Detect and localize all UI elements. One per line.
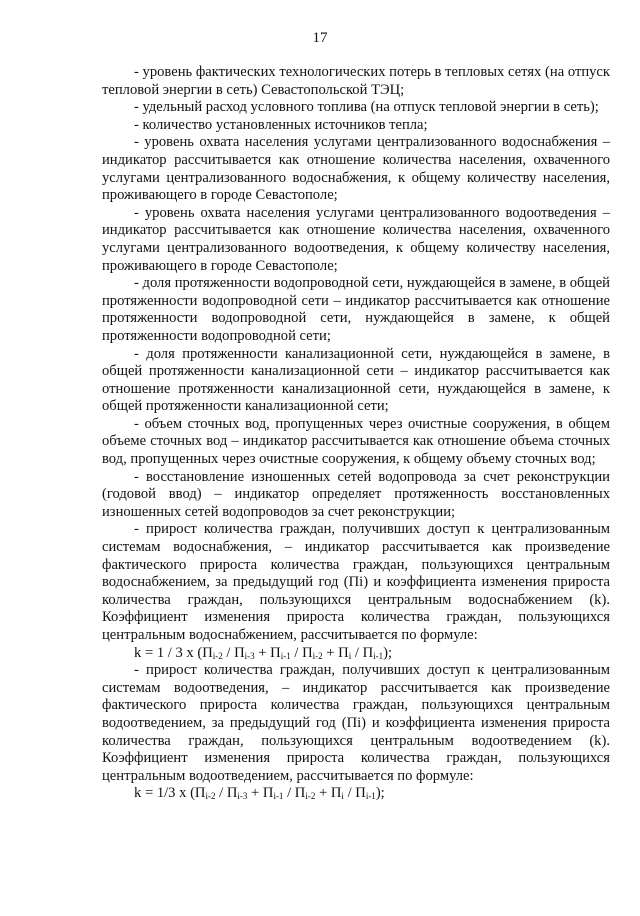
paragraph-sewerage-growth: - прирост количества граждан, получивших доступ к централизованным системам водоотведения, – индикатор рассчитывается как произведение фактического прироста количества граждан, пользующихся центральным водоотведением, за предыдущий год (Пi) и коэффициента изменения прироста количества граждан, пользующихся центральным водоотведением (k). Коэффициент изменения прироста количества граждан, пользующихся центральным водоотведением, рассчитывается по формуле: [102, 662, 610, 784]
document-body [102, 64, 610, 803]
formula-water-supply-coefficient: k = 1 / 3 x $(П_{i-2} / П_{i-3} + П_{i-1} / П_{i-2} + П_i / П_{i-1})$; [134, 644, 393, 661]
paragraph-wastewater-treated: - объем сточных вод, пропущенных через очистные сооружения, в общем объеме сточных вод – индикатор рассчитывается как отношение объема сточных вод, пропущенных через очистные сооружения, к общему объему сточных вод; [102, 415, 610, 468]
paragraph-water-supply-growth: - прирост количества граждан, получивших доступ к централизованным системам водоснабжения, – индикатор рассчитывается как произведение фактического прироста количества граждан, пользующихся центральным водоснабжением, за предыдущий год (Пi) и коэффициента изменения прироста количества граждан, пользующихся центральным водоснабжением (k). Коэффициент изменения прироста количества граждан, пользующихся центральным водоснабжением, рассчитывается по формуле: [102, 521, 610, 643]
paragraph-sewer-network-replacement: - доля протяженности канализационной сети, нуждающейся в замене, в общей протяженности канализационной сети – индикатор рассчитывается как отношение протяженности канализационной сети, нуждающейся в замене, к общей протяженности канализационной сети; [102, 345, 610, 415]
paragraph-water-network-replacement: - доля протяженности водопроводной сети, нуждающейся в замене, в общей протяженности водопроводной сети – индикатор рассчитывается как отношение протяженности водопроводной сети, нуждающейся в замене, к общей протяженности водопроводной сети; [102, 275, 610, 344]
paragraph-network-restoration: - восстановление изношенных сетей водопровода за счет реконструкции (годовой ввод) – индикатор определяет протяженность восстановленных изношенных сетей водопроводов за счет реконструкции; [102, 468, 610, 520]
paragraph-heat-sources-count: - количество установленных источников тепла; [134, 116, 428, 133]
page-number: 17 [312, 30, 328, 46]
paragraph-water-supply-coverage: - уровень охвата населения услугами централизованного водоснабжения – индикатор рассчитывается как отношение количества населения, охваченного услугами централизованного водоснабжения, к общему количеству населения, проживающего в городе Севастополе; [102, 134, 610, 204]
formula-sewerage-coefficient: k = 1/3 x $(П_{i-2} / П_{i-3} + П_{i-1} / П_{i-2} + П_i / П_{i-1})$; [134, 785, 385, 802]
paragraph-sewerage-coverage: - уровень охвата населения услугами централизованного водоотведения – индикатор рассчитывается как отношение количества населения, охваченного услугами централизованного водоотведения, к общему количеству населения, проживающего в городе Севастополе; [102, 204, 610, 274]
paragraph-heat-loss-level: - уровень фактических технологических потерь в тепловых сетях (на отпуск тепловой энергии в сеть) Севастопольской ТЭЦ; [102, 64, 610, 98]
paragraph-fuel-consumption: - удельный расход условного топлива (на отпуск тепловой энергии в сеть); [134, 99, 599, 116]
